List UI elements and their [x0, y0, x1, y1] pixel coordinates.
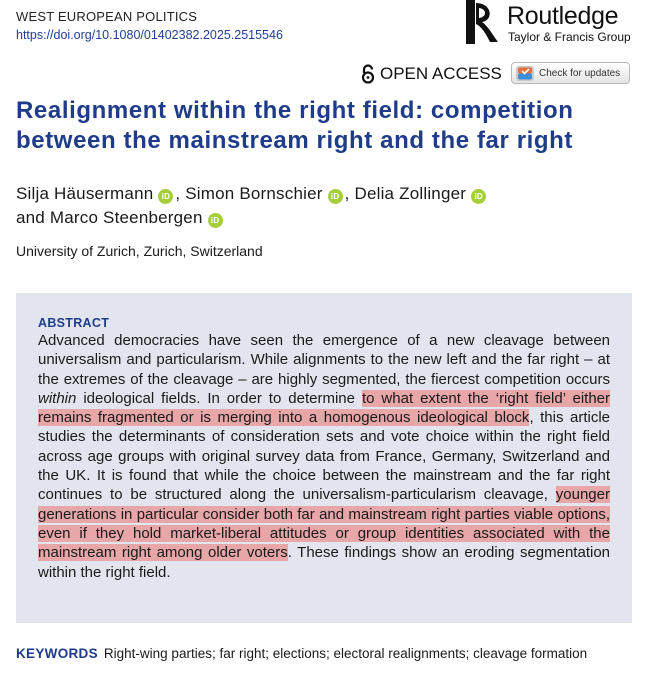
- orcid-icon[interactable]: iD: [471, 189, 486, 204]
- abstract-highlight: younger generations in particular consider both far and mainstream right parties viable options, even if they hold market-liberal attitudes or group identities associated with the mainstream right among older voters: [38, 486, 610, 562]
- author-separator: and: [16, 208, 50, 227]
- crossmark-icon: [516, 66, 534, 81]
- author-separator: ,: [344, 184, 355, 203]
- abstract-highlight: to what extent the ‘right field’ either remains fragmented or is merging into a homogenous ideological block: [38, 389, 610, 427]
- keywords-list: Right-wing parties; far right; elections; electoral realignments; cleavage formation: [103, 646, 588, 661]
- article-title: Realignment within the right field: competition between the mainstream right and the far right: [16, 97, 574, 154]
- routledge-logo-icon: [462, 0, 500, 44]
- abstract-heading: ABSTRACT: [38, 316, 110, 330]
- publisher-subtitle: Taylor & Francis Group: [508, 30, 631, 44]
- check-for-updates-label: Check for updates: [539, 67, 621, 79]
- open-lock-icon: [361, 64, 375, 84]
- keywords: [16, 646, 587, 661]
- publisher-name: Routledge: [507, 2, 619, 30]
- author-name[interactable]: Silja Häusermann: [16, 184, 154, 203]
- abstract-emphasis: within: [38, 389, 77, 407]
- open-access-label: OPEN ACCESS: [380, 64, 502, 83]
- author-list: [16, 182, 636, 230]
- author-name[interactable]: Delia Zollinger: [354, 184, 467, 203]
- author-separator: ,: [175, 184, 186, 203]
- affiliation: University of Zurich, Zurich, Switzerland: [16, 243, 263, 259]
- abstract-text: [38, 331, 610, 582]
- orcid-icon[interactable]: iD: [328, 189, 343, 204]
- orcid-icon[interactable]: iD: [208, 213, 223, 228]
- abstract-text-segment: , this article studies the determinants of consideration sets and vote choice within the right field across age groups with original survey data from France, Germany, Switzerland and the UK. It is found that while the choice between the mainstream and the far right continues to be structured along the universalism-particularism cleavage,: [38, 409, 610, 504]
- keywords-label: KEYWORDS: [16, 646, 98, 661]
- check-for-updates-button[interactable]: [511, 62, 630, 84]
- journal-name: WEST EUROPEAN POLITICS: [16, 9, 198, 24]
- abstract-text-segment: Advanced democracies have seen the emergence of a new cleavage between universalism and particularism. While alignments to the new left and the far right – at the extremes of the cleavage – are highly segmented, the fiercest competition occurs: [38, 332, 610, 388]
- author-name[interactable]: Marco Steenbergen: [49, 208, 203, 227]
- abstract-box: [16, 293, 632, 623]
- open-access-badge: [361, 64, 502, 84]
- abstract-text-segment: . These findings show an eroding segmentation within the right field.: [38, 544, 611, 581]
- orcid-icon[interactable]: iD: [158, 189, 173, 204]
- abstract-text-segment: ideological fields. In order to determine: [76, 389, 362, 407]
- doi-link[interactable]: https://doi.org/10.1080/01402382.2025.2515546: [16, 28, 283, 42]
- author-name[interactable]: Simon Bornschier: [185, 184, 323, 203]
